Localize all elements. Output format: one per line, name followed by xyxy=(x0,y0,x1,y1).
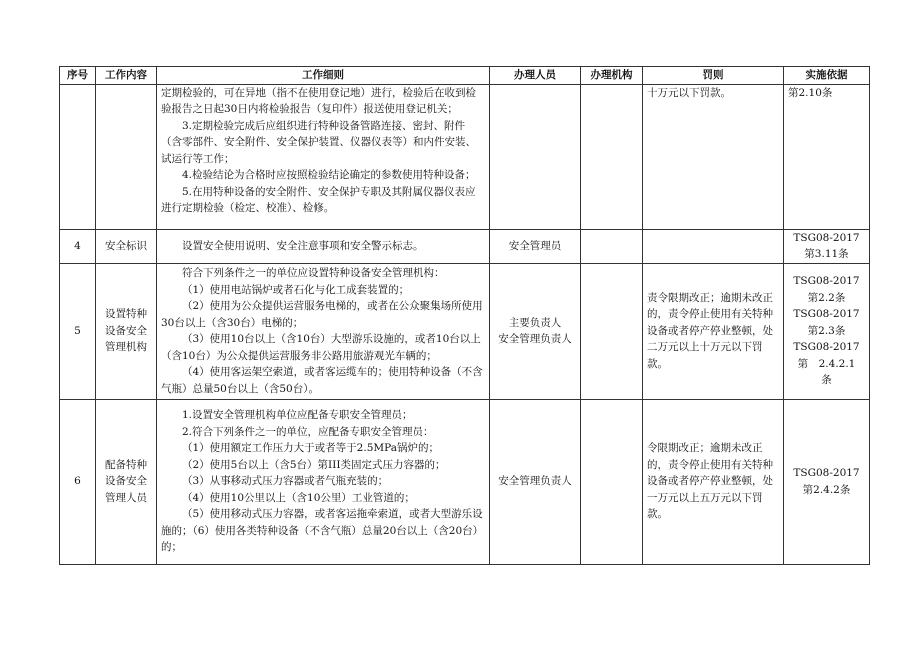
basis-line: TSG08-2017 xyxy=(793,231,860,244)
row-number: 6 xyxy=(60,399,96,564)
row-work-detail xyxy=(157,84,490,229)
detail-line: （4）使用10公里以上（含10公里）工业管道的； xyxy=(182,491,415,504)
detail-line: 设置安全使用说明、安全注意事项和安全警示标志。 xyxy=(182,239,424,252)
header-handler: 办理人员 xyxy=(490,67,581,85)
header-penalty: 罚则 xyxy=(643,67,784,85)
row-work-detail xyxy=(157,263,490,399)
header-agency: 办理机构 xyxy=(581,67,643,85)
row-handler xyxy=(490,229,581,263)
basis-line: 第2.2条 xyxy=(807,291,846,304)
detail-line: （1）使用额定工作压力大于或者等于2.5MPa锅炉的； xyxy=(182,442,439,455)
row-penalty xyxy=(643,229,784,263)
basis-line: 条 xyxy=(821,374,832,387)
handler-line: 安全管理负责人 xyxy=(498,333,572,345)
row-handler xyxy=(490,263,581,399)
basis-line: TSG08-2017 xyxy=(793,467,860,479)
row-work-content xyxy=(96,84,157,229)
basis-line: 第3.11条 xyxy=(804,248,849,260)
row-handler xyxy=(490,399,581,564)
row-basis xyxy=(784,399,870,564)
basis-line: 第2.4.2条 xyxy=(802,483,851,496)
row-agency xyxy=(581,229,643,263)
basis-line: 第2.3条 xyxy=(807,324,846,337)
detail-line: （2）使用为公众提供运营服务电梯的，或者在公众聚集场所使用30台以上（含30台）电梯的； xyxy=(161,300,483,329)
handler-line: 安全管理员 xyxy=(508,239,562,252)
detail-line: （3）使用10台以上（含10台）大型游乐设施的，或者10台以上（含10台）为公众提供运营服务非公路用旅游观光车辆的； xyxy=(161,333,481,362)
table-row xyxy=(60,263,870,399)
basis-line: 第2.10条 xyxy=(788,86,833,99)
header-basis: 实施依据 xyxy=(784,67,870,85)
row-handler xyxy=(490,84,581,229)
row-work-detail xyxy=(157,399,490,564)
basis-line: TSG08-2017 xyxy=(793,275,860,288)
row-agency xyxy=(581,399,643,564)
row-number: 5 xyxy=(60,263,96,399)
row-agency xyxy=(581,84,643,229)
row-penalty: 令限期改正；逾期未改正的，责令停止使用有关特种设备或者停产停业整顿，处一万元以上五万元以下罚款。 xyxy=(643,399,784,564)
basis-line: TSG08-2017 xyxy=(793,341,860,354)
row-basis xyxy=(784,84,870,229)
detail-line: 符合下列条件之一的单位应设置特种设备安全管理机构： xyxy=(182,267,445,279)
regulation-table xyxy=(59,66,870,565)
row-work-content: 设置特种设备安全管理机构 xyxy=(96,263,157,399)
handler-line: 安全管理负责人 xyxy=(498,475,572,488)
table-row xyxy=(60,84,870,229)
table-row xyxy=(60,229,870,263)
detail-line: 1.设置安全管理机构单位应配备专职安全管理员； xyxy=(182,409,413,422)
row-work-detail xyxy=(157,229,490,263)
row-number xyxy=(60,84,96,229)
header-detail: 工作细则 xyxy=(157,67,490,85)
row-basis xyxy=(784,263,870,399)
detail-line: 3.定期检验完成后应组织进行特种设备管路连接、密封、附件（含零部件、安全附件、安全保护装置、仪器仪表等）和内件安装、试运行等工作； xyxy=(161,119,476,165)
row-basis xyxy=(784,229,870,263)
detail-line: 2.符合下列条件之一的单位，应配备专职安全管理员： xyxy=(182,425,434,438)
header-no: 序号 xyxy=(60,67,96,85)
detail-line: 定期检验的，可在异地（指不在使用登记地）进行，检验后在收到检验报告之日起30日内将检验报告（复印件）报送使用登记机关； xyxy=(161,86,476,115)
row-penalty: 责令限期改正；逾期未改正的，责令停止使用有关特种设备或者停产停业整顿，处二万元以上十万元以下罚款。 xyxy=(643,263,784,399)
row-number: 4 xyxy=(60,229,96,263)
detail-line: 5.在用特种设备的安全附件、安全保护专职及其附属仪器仪表应进行定期检验（检定、校准）、检修。 xyxy=(161,185,476,214)
detail-line: （4）使用客运架空索道，或者客运缆车的；使用特种设备（不含气瓶）总量50台以上（含50台）。 xyxy=(161,366,483,395)
header-row xyxy=(60,67,870,85)
detail-line: （2）使用5台以上（含5台）第III类固定式压力容器的； xyxy=(182,458,446,471)
row-work-content: 安全标识 xyxy=(96,229,157,263)
handler-line: 主要负责人 xyxy=(508,316,562,329)
detail-line: （5）使用移动式压力容器，或者客运拖牵索道，或者大型游乐设施的；（6）使用各类特种设备（不含气瓶）总量20台以上（含20台）的； xyxy=(161,508,484,554)
row-work-content: 配备特种设备安全管理人员 xyxy=(96,399,157,564)
basis-line: TSG08-2017 xyxy=(793,308,860,321)
table-row xyxy=(60,399,870,564)
basis-line: 第 2.4.2.1 xyxy=(797,357,856,370)
detail-line: 4.检验结论为合格时应按照检验结论确定的参数使用特种设备； xyxy=(182,169,476,181)
detail-line: （3）从事移动式压力容器或者气瓶充装的； xyxy=(182,475,389,488)
row-penalty: 十万元以下罚款。 xyxy=(643,84,784,229)
header-content: 工作内容 xyxy=(96,67,157,85)
detail-line: （1）使用电站锅炉或者石化与化工成套装置的； xyxy=(182,283,410,296)
row-agency xyxy=(581,263,643,399)
